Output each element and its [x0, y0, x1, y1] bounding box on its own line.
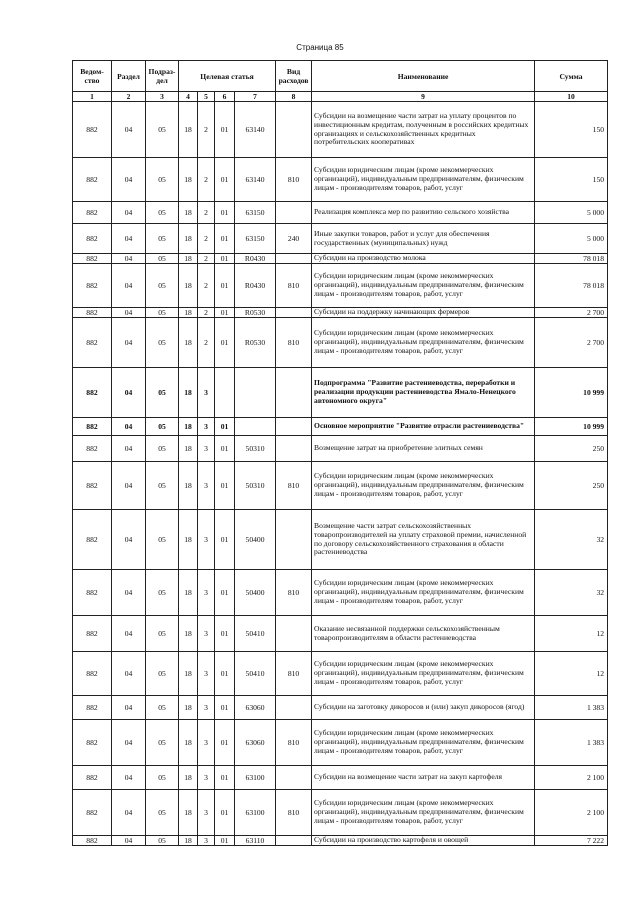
target-code-1-cell: 18	[179, 102, 198, 158]
vid-rashodov-cell	[276, 368, 312, 418]
target-code-4-cell: R0430	[235, 264, 276, 308]
target-code-2-cell: 2	[198, 102, 215, 158]
vid-rashodov-cell: 810	[276, 264, 312, 308]
column-number: 4	[179, 92, 198, 102]
target-code-3-cell: 01	[215, 462, 235, 510]
column-number-row	[73, 92, 608, 102]
podrazdel-cell: 05	[146, 264, 179, 308]
vedomstvo-cell: 882	[73, 616, 112, 652]
summa-cell: 10 999	[535, 418, 608, 436]
podrazdel-cell: 05	[146, 102, 179, 158]
razdel-cell: 04	[112, 790, 146, 836]
header-summa: Сумма	[535, 61, 608, 92]
target-code-3-cell: 01	[215, 696, 235, 720]
summa-cell: 32	[535, 510, 608, 570]
table-row	[73, 102, 608, 158]
summa-cell: 2 700	[535, 318, 608, 368]
summa-cell: 12	[535, 652, 608, 696]
target-code-2-cell: 3	[198, 436, 215, 462]
vedomstvo-cell: 882	[73, 790, 112, 836]
target-code-3-cell: 01	[215, 158, 235, 202]
table-row	[73, 616, 608, 652]
target-code-3-cell: 01	[215, 766, 235, 790]
razdel-cell: 04	[112, 318, 146, 368]
target-code-1-cell: 18	[179, 696, 198, 720]
vid-rashodov-cell: 810	[276, 720, 312, 766]
summa-cell: 150	[535, 158, 608, 202]
naimenovanie-cell: Субсидии на заготовку дикоросов и (или) закуп дикоросов (ягод)	[312, 696, 535, 720]
table-row	[73, 264, 608, 308]
naimenovanie-cell: Субсидии на производство картофеля и овощей	[312, 836, 535, 846]
vid-rashodov-cell	[276, 510, 312, 570]
column-number: 5	[198, 92, 215, 102]
summa-cell: 2 700	[535, 308, 608, 318]
header-vedomstvo: Ведом-ство	[73, 61, 112, 92]
target-code-1-cell: 18	[179, 510, 198, 570]
target-code-3-cell: 01	[215, 102, 235, 158]
header-razdel: Раздел	[112, 61, 146, 92]
target-code-1-cell: 18	[179, 436, 198, 462]
summa-cell: 1 383	[535, 696, 608, 720]
target-code-2-cell: 3	[198, 720, 215, 766]
naimenovanie-cell: Возмещение затрат на приобретение элитных семян	[312, 436, 535, 462]
target-code-2-cell: 3	[198, 652, 215, 696]
target-code-4-cell: R0530	[235, 308, 276, 318]
vedomstvo-cell: 882	[73, 158, 112, 202]
summa-cell: 1 383	[535, 720, 608, 766]
header-naimenovanie: Наименование	[312, 61, 535, 92]
vedomstvo-cell: 882	[73, 836, 112, 846]
table-row	[73, 418, 608, 436]
naimenovanie-cell: Оказание несвязанной поддержки сельскохозяйственным товаропроизводителям в области растениеводства	[312, 616, 535, 652]
target-code-3-cell: 01	[215, 202, 235, 224]
vid-rashodov-cell: 810	[276, 318, 312, 368]
table-row	[73, 254, 608, 264]
podrazdel-cell: 05	[146, 318, 179, 368]
table-row	[73, 652, 608, 696]
vedomstvo-cell: 882	[73, 462, 112, 510]
naimenovanie-cell: Субсидии юридическим лицам (кроме некоммерческих организаций), индивидуальным предпринимателям, физическим лицам - производителям товаров, работ, услуг	[312, 720, 535, 766]
table-row	[73, 570, 608, 616]
summa-cell: 7 222	[535, 836, 608, 846]
podrazdel-cell: 05	[146, 202, 179, 224]
target-code-2-cell: 3	[198, 510, 215, 570]
vedomstvo-cell: 882	[73, 224, 112, 254]
podrazdel-cell: 05	[146, 368, 179, 418]
column-number: 7	[235, 92, 276, 102]
column-number: 10	[535, 92, 608, 102]
budget-table	[72, 60, 608, 846]
vedomstvo-cell: 882	[73, 418, 112, 436]
vid-rashodov-cell: 810	[276, 652, 312, 696]
target-code-1-cell: 18	[179, 158, 198, 202]
podrazdel-cell: 05	[146, 766, 179, 790]
table-row	[73, 436, 608, 462]
table-row	[73, 462, 608, 510]
target-code-2-cell: 2	[198, 202, 215, 224]
summa-cell: 78 018	[535, 264, 608, 308]
naimenovanie-cell: Субсидии юридическим лицам (кроме некоммерческих организаций), индивидуальным предпринимателям, физическим лицам - производителям товаров, работ, услуг	[312, 790, 535, 836]
target-code-1-cell: 18	[179, 462, 198, 510]
table-row	[73, 224, 608, 254]
target-code-4-cell: 63140	[235, 158, 276, 202]
target-code-3-cell: 01	[215, 264, 235, 308]
table-row	[73, 308, 608, 318]
podrazdel-cell: 05	[146, 254, 179, 264]
razdel-cell: 04	[112, 720, 146, 766]
naimenovanie-cell: Субсидии юридическим лицам (кроме некоммерческих организаций), индивидуальным предпринимателям, физическим лицам - производителям товаров, работ, услуг	[312, 570, 535, 616]
naimenovanie-cell: Субсидии на возмещение части затрат на закуп картофеля	[312, 766, 535, 790]
summa-cell: 10 999	[535, 368, 608, 418]
target-code-1-cell: 18	[179, 224, 198, 254]
target-code-3-cell: 01	[215, 308, 235, 318]
summa-cell: 5 000	[535, 202, 608, 224]
naimenovanie-cell: Субсидии на возмещение части затрат на уплату процентов по инвестиционным кредитам, полученным в российских кредитных организациях и сельскохозяйственных кредитных потребительских кооперативах	[312, 102, 535, 158]
summa-cell: 250	[535, 436, 608, 462]
target-code-4-cell: 63100	[235, 766, 276, 790]
vedomstvo-cell: 882	[73, 254, 112, 264]
naimenovanie-cell: Основное мероприятие "Развитие отрасли растениеводства"	[312, 418, 535, 436]
target-code-2-cell: 2	[198, 158, 215, 202]
target-code-2-cell: 3	[198, 570, 215, 616]
vid-rashodov-cell	[276, 696, 312, 720]
table-row	[73, 790, 608, 836]
target-code-3-cell: 01	[215, 720, 235, 766]
target-code-1-cell: 18	[179, 616, 198, 652]
target-code-2-cell: 3	[198, 766, 215, 790]
target-code-4-cell: 63140	[235, 102, 276, 158]
target-code-2-cell: 2	[198, 308, 215, 318]
vid-rashodov-cell: 810	[276, 462, 312, 510]
target-code-4-cell: 63100	[235, 790, 276, 836]
header-celevaya-statya: Целевая статья	[179, 61, 276, 92]
target-code-1-cell: 18	[179, 308, 198, 318]
target-code-3-cell: 01	[215, 436, 235, 462]
target-code-3-cell: 01	[215, 510, 235, 570]
naimenovanie-cell: Подпрограмма "Развитие растениеводства, переработки и реализации продукции растениеводства Ямало-Ненецкого автономного округа"	[312, 368, 535, 418]
naimenovanie-cell: Иные закупки товаров, работ и услуг для обеспечения государственных (муниципальных) нужд	[312, 224, 535, 254]
vedomstvo-cell: 882	[73, 368, 112, 418]
podrazdel-cell: 05	[146, 158, 179, 202]
target-code-4-cell: 63110	[235, 836, 276, 846]
table-row	[73, 202, 608, 224]
target-code-2-cell: 2	[198, 264, 215, 308]
naimenovanie-cell: Субсидии на производство молока	[312, 254, 535, 264]
target-code-2-cell: 2	[198, 254, 215, 264]
target-code-4-cell	[235, 368, 276, 418]
target-code-4-cell: 63060	[235, 720, 276, 766]
target-code-4-cell: R0430	[235, 254, 276, 264]
summa-cell: 12	[535, 616, 608, 652]
table-row	[73, 158, 608, 202]
target-code-4-cell: 50410	[235, 616, 276, 652]
table-row	[73, 510, 608, 570]
vid-rashodov-cell	[276, 254, 312, 264]
target-code-1-cell: 18	[179, 652, 198, 696]
page-number: Страница 85	[296, 43, 344, 52]
column-number: 2	[112, 92, 146, 102]
naimenovanie-cell: Субсидии юридическим лицам (кроме некоммерческих организаций), индивидуальным предпринимателям, физическим лицам - производителям товаров, работ, услуг	[312, 264, 535, 308]
vid-rashodov-cell	[276, 308, 312, 318]
target-code-1-cell: 18	[179, 318, 198, 368]
summa-cell: 150	[535, 102, 608, 158]
target-code-3-cell: 01	[215, 254, 235, 264]
target-code-3-cell: 01	[215, 418, 235, 436]
naimenovanie-cell: Реализация комплекса мер по развитию сельского хозяйства	[312, 202, 535, 224]
target-code-3-cell: 01	[215, 790, 235, 836]
razdel-cell: 04	[112, 264, 146, 308]
vid-rashodov-cell: 810	[276, 570, 312, 616]
summa-cell: 32	[535, 570, 608, 616]
table-row	[73, 318, 608, 368]
razdel-cell: 04	[112, 418, 146, 436]
razdel-cell: 04	[112, 224, 146, 254]
target-code-4-cell: 63150	[235, 224, 276, 254]
vedomstvo-cell: 882	[73, 696, 112, 720]
podrazdel-cell: 05	[146, 652, 179, 696]
target-code-1-cell: 18	[179, 836, 198, 846]
table-row	[73, 720, 608, 766]
target-code-1-cell: 18	[179, 264, 198, 308]
vedomstvo-cell: 882	[73, 436, 112, 462]
target-code-2-cell: 3	[198, 696, 215, 720]
target-code-2-cell: 2	[198, 318, 215, 368]
target-code-2-cell: 3	[198, 836, 215, 846]
target-code-4-cell: R0530	[235, 318, 276, 368]
target-code-3-cell: 01	[215, 836, 235, 846]
vedomstvo-cell: 882	[73, 318, 112, 368]
vedomstvo-cell: 882	[73, 570, 112, 616]
target-code-1-cell: 18	[179, 418, 198, 436]
target-code-1-cell: 18	[179, 720, 198, 766]
target-code-4-cell: 50310	[235, 462, 276, 510]
vedomstvo-cell: 882	[73, 102, 112, 158]
target-code-4-cell: 50310	[235, 436, 276, 462]
vedomstvo-cell: 882	[73, 202, 112, 224]
podrazdel-cell: 05	[146, 224, 179, 254]
column-number: 1	[73, 92, 112, 102]
target-code-2-cell: 3	[198, 616, 215, 652]
target-code-2-cell: 3	[198, 418, 215, 436]
column-number: 3	[146, 92, 179, 102]
razdel-cell: 04	[112, 462, 146, 510]
summa-cell: 250	[535, 462, 608, 510]
podrazdel-cell: 05	[146, 616, 179, 652]
vid-rashodov-cell	[276, 202, 312, 224]
target-code-2-cell: 3	[198, 790, 215, 836]
podrazdel-cell: 05	[146, 696, 179, 720]
summa-cell: 2 100	[535, 790, 608, 836]
razdel-cell: 04	[112, 510, 146, 570]
vid-rashodov-cell	[276, 102, 312, 158]
razdel-cell: 04	[112, 436, 146, 462]
target-code-4-cell: 50400	[235, 570, 276, 616]
target-code-1-cell: 18	[179, 254, 198, 264]
target-code-3-cell: 01	[215, 652, 235, 696]
naimenovanie-cell: Возмещение части затрат сельскохозяйственных товаропроизводителей на уплату страховой премии, начисленной по договору сельскохозяйственного страхования в области растениеводства	[312, 510, 535, 570]
target-code-3-cell: 01	[215, 224, 235, 254]
podrazdel-cell: 05	[146, 570, 179, 616]
table-body	[73, 102, 608, 846]
podrazdel-cell: 05	[146, 436, 179, 462]
target-code-4-cell	[235, 418, 276, 436]
table-row	[73, 696, 608, 720]
razdel-cell: 04	[112, 158, 146, 202]
razdel-cell: 04	[112, 766, 146, 790]
vedomstvo-cell: 882	[73, 652, 112, 696]
vid-rashodov-cell: 240	[276, 224, 312, 254]
table-row	[73, 766, 608, 790]
column-number: 6	[215, 92, 235, 102]
target-code-3-cell: 01	[215, 570, 235, 616]
razdel-cell: 04	[112, 202, 146, 224]
vedomstvo-cell: 882	[73, 766, 112, 790]
header-podrazdel: Подраз-дел	[146, 61, 179, 92]
podrazdel-cell: 05	[146, 720, 179, 766]
target-code-3-cell: 01	[215, 318, 235, 368]
podrazdel-cell: 05	[146, 510, 179, 570]
target-code-4-cell: 63150	[235, 202, 276, 224]
naimenovanie-cell: Субсидии юридическим лицам (кроме некоммерческих организаций), индивидуальным предпринимателям, физическим лицам - производителям товаров, работ, услуг	[312, 652, 535, 696]
vid-rashodov-cell: 810	[276, 790, 312, 836]
target-code-4-cell: 50400	[235, 510, 276, 570]
target-code-1-cell: 18	[179, 790, 198, 836]
razdel-cell: 04	[112, 616, 146, 652]
header-vid-rashodov: Вид расходов	[276, 61, 312, 92]
podrazdel-cell: 05	[146, 308, 179, 318]
vedomstvo-cell: 882	[73, 264, 112, 308]
vedomstvo-cell: 882	[73, 308, 112, 318]
razdel-cell: 04	[112, 836, 146, 846]
target-code-1-cell: 18	[179, 202, 198, 224]
vid-rashodov-cell	[276, 616, 312, 652]
target-code-2-cell: 2	[198, 224, 215, 254]
razdel-cell: 04	[112, 570, 146, 616]
column-number: 9	[312, 92, 535, 102]
podrazdel-cell: 05	[146, 836, 179, 846]
target-code-2-cell: 3	[198, 462, 215, 510]
table-row	[73, 836, 608, 846]
vid-rashodov-cell	[276, 436, 312, 462]
podrazdel-cell: 05	[146, 790, 179, 836]
razdel-cell: 04	[112, 652, 146, 696]
column-number: 8	[276, 92, 312, 102]
target-code-4-cell: 63060	[235, 696, 276, 720]
target-code-1-cell: 18	[179, 766, 198, 790]
naimenovanie-cell: Субсидии юридическим лицам (кроме некоммерческих организаций), индивидуальным предпринимателям, физическим лицам - производителям товаров, работ, услуг	[312, 318, 535, 368]
target-code-3-cell	[215, 368, 235, 418]
target-code-1-cell: 18	[179, 368, 198, 418]
target-code-1-cell: 18	[179, 570, 198, 616]
razdel-cell: 04	[112, 368, 146, 418]
summa-cell: 5 000	[535, 224, 608, 254]
vedomstvo-cell: 882	[73, 510, 112, 570]
summa-cell: 78 018	[535, 254, 608, 264]
target-code-4-cell: 50410	[235, 652, 276, 696]
vedomstvo-cell: 882	[73, 720, 112, 766]
podrazdel-cell: 05	[146, 418, 179, 436]
naimenovanie-cell: Субсидии юридическим лицам (кроме некоммерческих организаций), индивидуальным предпринимателям, физическим лицам - производителям товаров, работ, услуг	[312, 158, 535, 202]
podrazdel-cell: 05	[146, 462, 179, 510]
target-code-2-cell: 3	[198, 368, 215, 418]
razdel-cell: 04	[112, 102, 146, 158]
table-row	[73, 368, 608, 418]
vid-rashodov-cell	[276, 836, 312, 846]
razdel-cell: 04	[112, 696, 146, 720]
target-code-3-cell: 01	[215, 616, 235, 652]
vid-rashodov-cell	[276, 766, 312, 790]
naimenovanie-cell: Субсидии юридическим лицам (кроме некоммерческих организаций), индивидуальным предпринимателям, физическим лицам - производителям товаров, работ, услуг	[312, 462, 535, 510]
vid-rashodov-cell	[276, 418, 312, 436]
vid-rashodov-cell: 810	[276, 158, 312, 202]
razdel-cell: 04	[112, 254, 146, 264]
razdel-cell: 04	[112, 308, 146, 318]
naimenovanie-cell: Субсидии на поддержку начинающих фермеров	[312, 308, 535, 318]
summa-cell: 2 100	[535, 766, 608, 790]
